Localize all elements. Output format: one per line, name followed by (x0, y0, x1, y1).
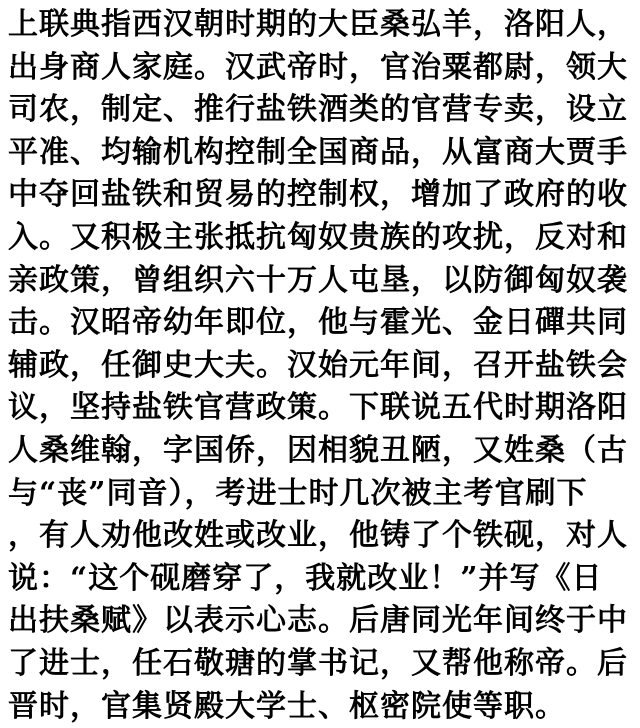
text-line: ，有人劝他改姓或改业，他铸了个铁砚，对人 (8, 515, 632, 558)
text-line: 击。汉昭帝幼年即位，他与霍光、金日磾共同 (8, 302, 632, 345)
text-line: 说：“这个砚磨穿了，我就改业！”并写《日 (8, 558, 632, 601)
text-line: 上联典指西汉朝时期的大臣桑弘羊，洛阳人， (8, 4, 632, 47)
text-line: 平准、均输机构控制全国商品，从富商大贾手 (8, 132, 632, 175)
text-line: 与“丧”同音），考进士时几次被主考官刷下 (8, 473, 632, 516)
text-line: 亲政策，曾组织六十万人屯垦，以防御匈奴袭 (8, 260, 632, 303)
text-line: 辅政，任御史大夫。汉始元年间，召开盐铁会 (8, 345, 632, 388)
body-text (8, 4, 632, 728)
text-line: 入。又积极主张抵抗匈奴贵族的攻扰，反对和 (8, 217, 632, 260)
text-line: 晋时，官集贤殿大学士、枢密院使等职。 (8, 686, 632, 728)
text-line: 出身商人家庭。汉武帝时，官治粟都尉，领大 (8, 47, 632, 90)
text-line: 人桑维翰，字国侨，因相貌丑陋，又姓桑（古 (8, 430, 632, 473)
text-line: 了进士，任石敬瑭的掌书记，又帮他称帝。后 (8, 643, 632, 686)
text-line: 出扶桑赋》以表示心志。后唐同光年间终于中 (8, 600, 632, 643)
text-line: 中夺回盐铁和贸易的控制权，增加了政府的收 (8, 174, 632, 217)
text-line: 议，坚持盐铁官营政策。下联说五代时期洛阳 (8, 387, 632, 430)
text-line: 司农，制定、推行盐铁酒类的官营专卖，设立 (8, 89, 632, 132)
